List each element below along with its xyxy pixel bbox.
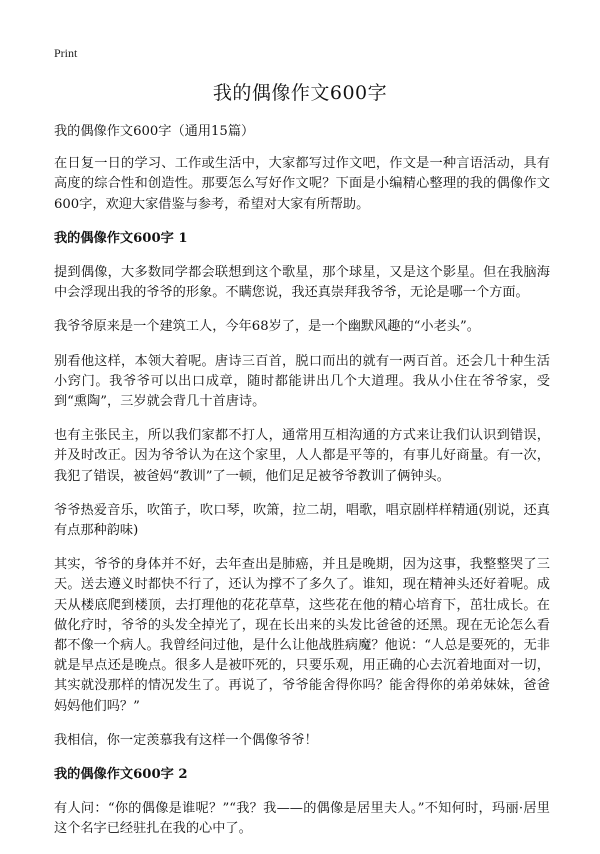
paragraph: 提到偶像，大多数同学都会联想到这个歌星，那个球星，又是这个影星。但在我脑海中会浮现出我的爷爷的形象。不瞒您说，我还真崇拜我爷爷，无论是哪一个方面。 (54, 265, 550, 301)
page-title: 我的偶像作文600字 (212, 82, 388, 104)
paragraph: 我相信，你一定羡慕我有这样一个偶像爷爷！ (54, 732, 318, 748)
section-heading-1: 我的偶像作文600字 1 (54, 230, 188, 246)
intro-paragraph: 在日复一日的学习、工作或生活中，大家都写过作文吧，作文是一种言语活动，具有高度的综合性和创造性。那要怎么写好作文呢？下面是小编精心整理的我的偶像作文600字，欢迎大家借鉴与参考，希望对大家有所帮助。 (54, 156, 550, 212)
paragraph: 其实，爷爷的身体并不好，去年查出是肺癌，并且是晚期，因为这事，我整整哭了三天。送去遵义时都快不行了，还认为撑不了多久了。谁知，现在精神头还好着呢。成天从楼底爬到楼顶，去打理他的花花草草，这些花在他的精心培育下，茁壮成长。在做化疗时，爷爷的头发全掉光了，现在长出来的头发比爸爸的还黑。现在无论怎么看都不像一个病人。我曾经问过他，是什么让他战胜病魔？他说：“人总是要死的，无非就是早点还是晚点。很多人是被吓死的，只要乐观，用正确的心去沉着地面对一切，其实就没那样的情况发生了。再说了，爷爷能舍得你吗？能舍得你的弟弟妹妹，爸爸妈妈他们吗？” (54, 557, 550, 714)
paragraph: 我爷爷原来是一个建筑工人，今年68岁了，是一个幽默风趣的“小老头”。 (54, 319, 480, 335)
paragraph: 爷爷热爱音乐，吹笛子，吹口琴，吹箫，拉二胡，唱歌，唱京剧样样精通(别说，还真有点那种韵味) (54, 502, 550, 539)
article-body (54, 122, 550, 854)
article-subtitle: 我的偶像作文600字（通用15篇） (54, 124, 255, 139)
print-link[interactable]: Print (54, 46, 78, 60)
section-heading-2: 我的偶像作文600字 2 (54, 767, 188, 783)
paragraph: 也有主张民主，所以我们家都不打人，通常用互相沟通的方式来让我们认识到错误，并及时改正。因为爷爷认为在这个家里，人人都是平等的，有事儿好商量。有一次，我犯了错误，被爸妈“教训”了一顿，他们足足被爷爷教训了俩钟头。 (54, 428, 550, 484)
paragraph: 别看他这样，本领大着呢。唐诗三百首，脱口而出的就有一两百首。还会几十种生活小窍门。我爷爷可以出口成章，随时都能讲出几个大道理。我从小住在爷爷家，受到“熏陶”，三岁就会背几十首唐诗。 (54, 353, 550, 410)
paragraph: 有人问：“你的偶像是谁呢？”“我？我——的偶像是居里夫人。”不知何时，玛丽·居里这个名字已经驻扎在我的心中了。 (54, 801, 550, 837)
